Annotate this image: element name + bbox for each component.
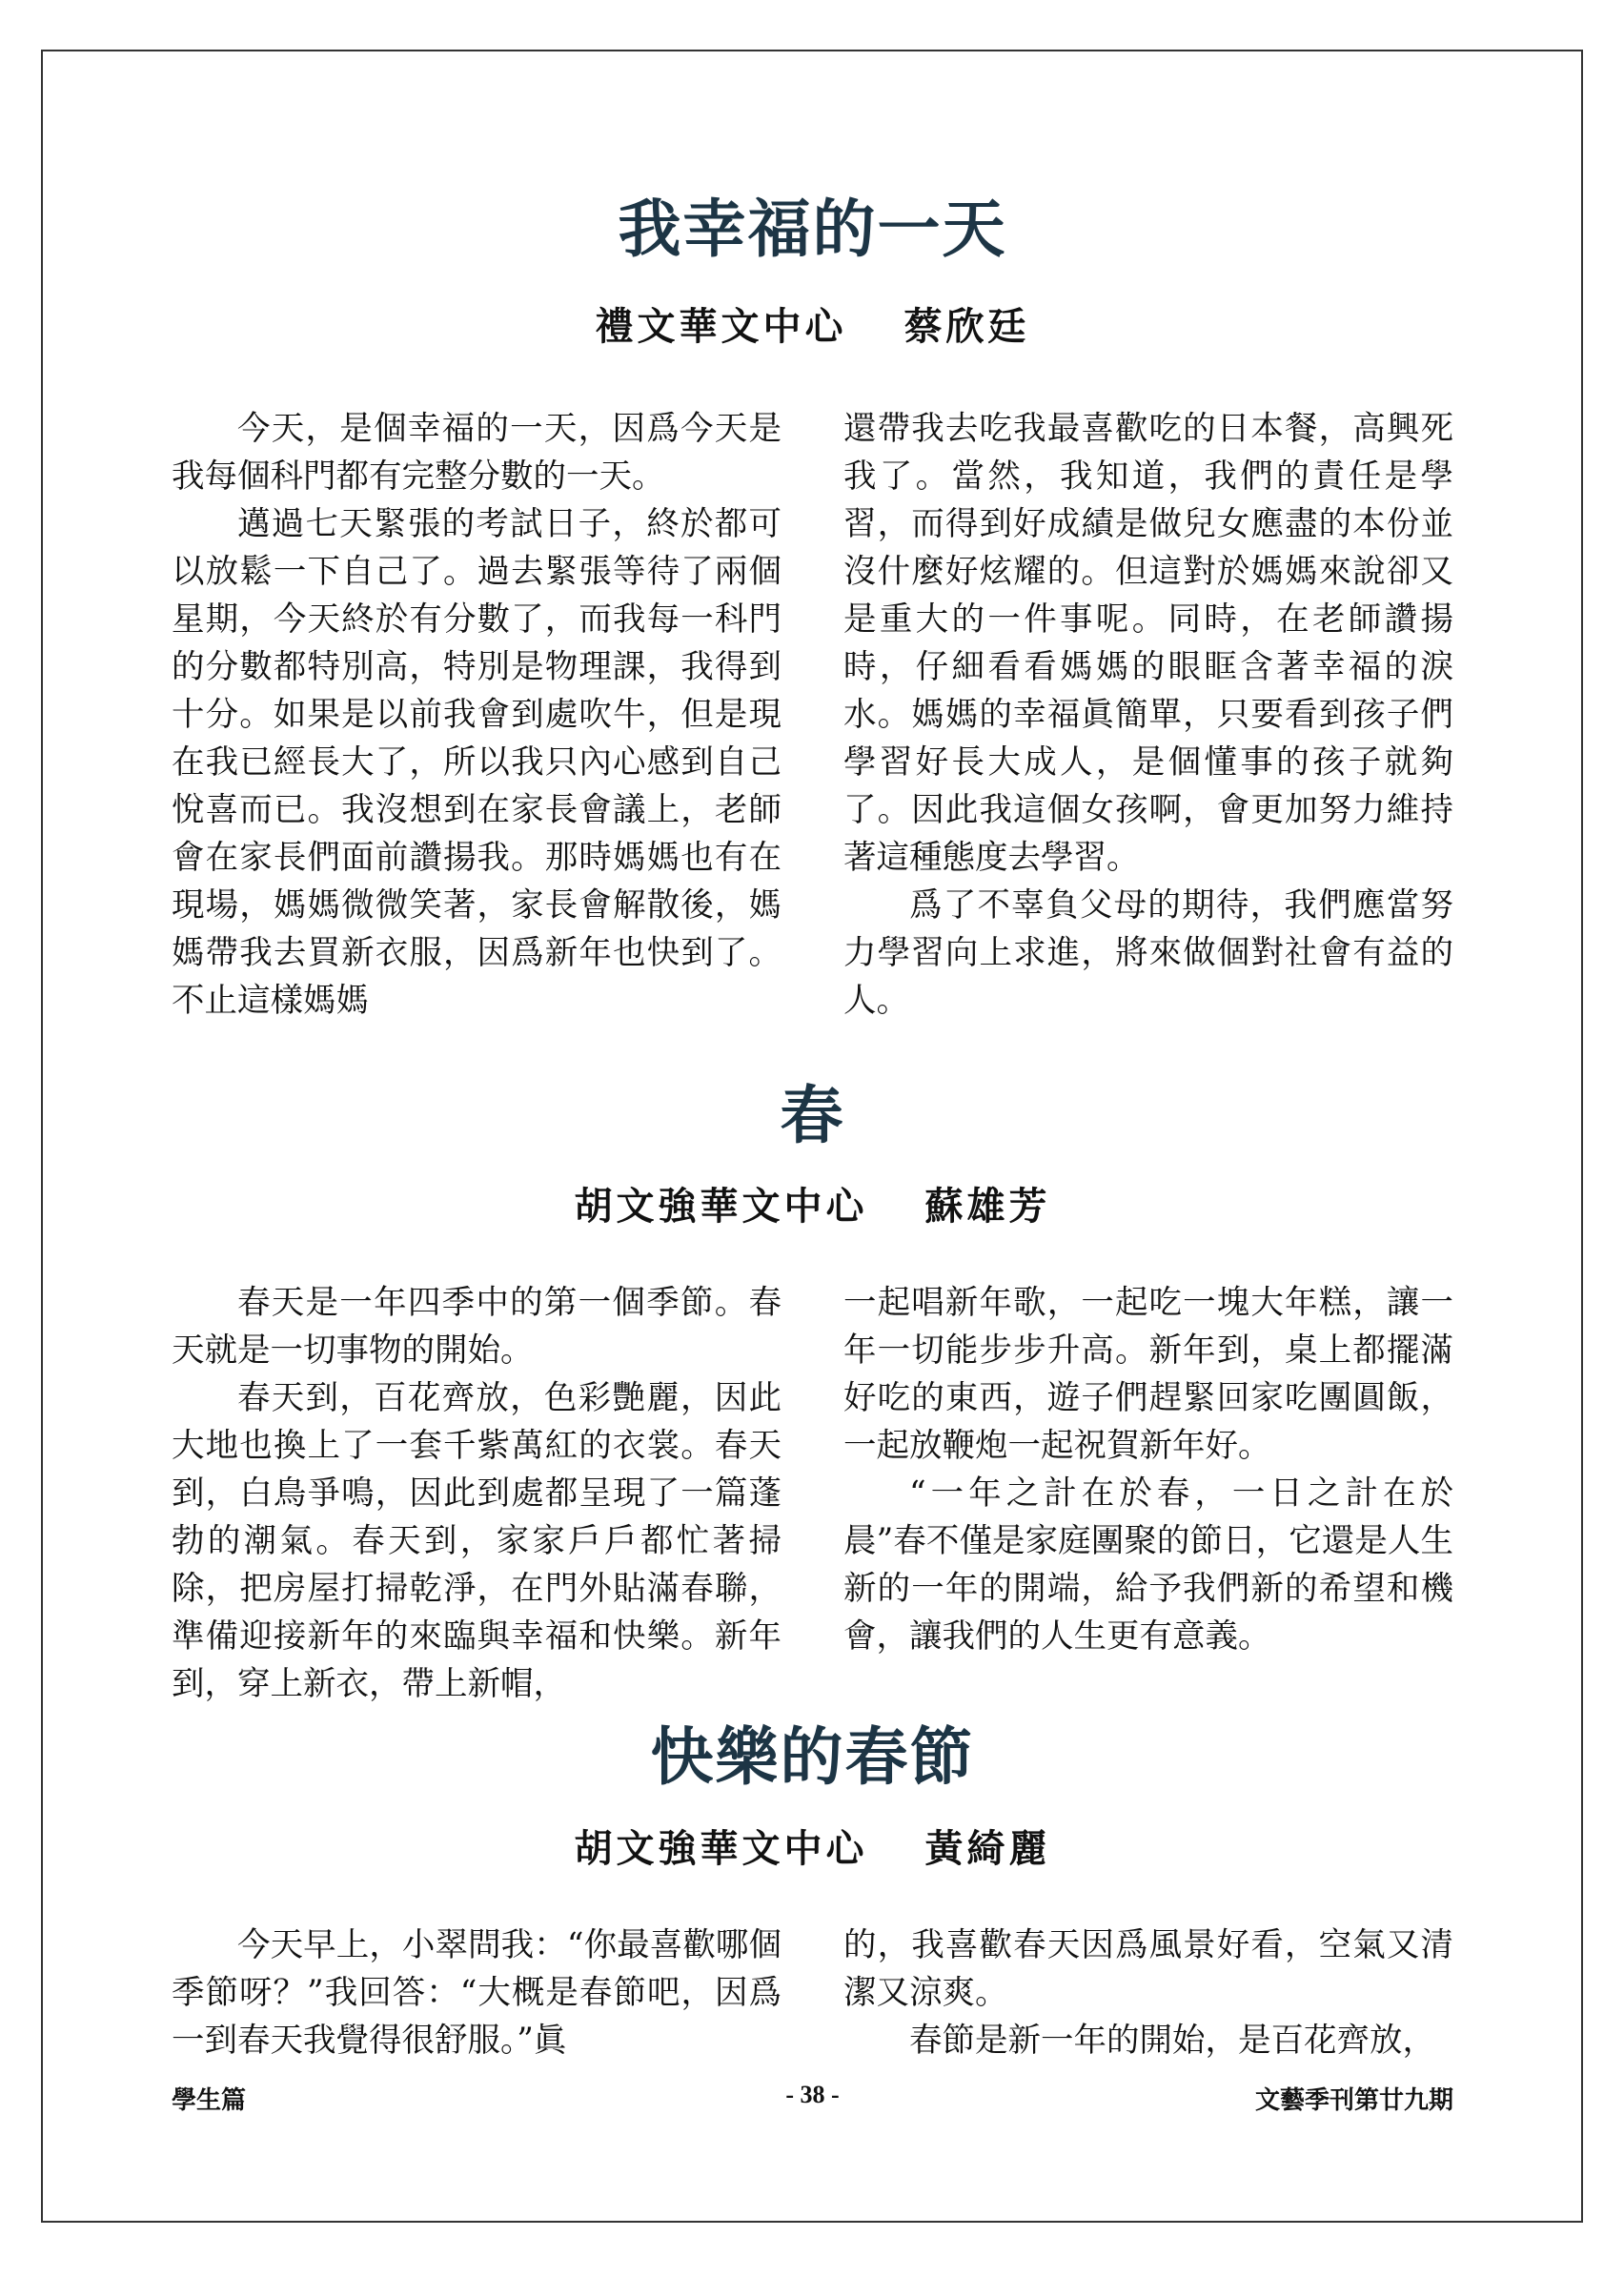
article-body: [172, 1279, 1453, 1708]
paragraph: 還帶我去吃我最喜歡吃的日本餐，高興死我了。當然，我知道，我們的責任是學習，而得到好成績是做兒女應盡的本份並沒什麼好炫耀的。但這對於媽媽來說卻又是重大的一件事呢。同時，在老師讚揚時，仔細看看媽媽的眼眶含著幸福的淚水。媽媽的幸福眞簡單，只要看到孩子們學習好長大成人，是個懂事的孩子就夠了。因此我這個女孩啊，會更加努力維持著這種態度去學習。: [843, 410, 1453, 877]
paragraph: 爲了不辜負父母的期待，我們應當努力學習向上求進，將來做個對社會有益的人。: [843, 886, 1453, 1020]
article-1: [172, 192, 1453, 1025]
article-title: 春: [780, 1078, 845, 1152]
article-byline: [172, 1184, 1453, 1229]
article-2: [172, 1078, 1453, 1708]
right-column: [843, 1279, 1453, 1708]
author-name: 蔡欣廷: [903, 304, 1030, 349]
article-body: [172, 405, 1453, 1025]
article-title: 快樂的春節: [650, 1719, 975, 1794]
paragraph: 一起唱新年歌，一起吃一塊大年糕，讓一年一切能步步升高。新年到，桌上都擺滿好吃的東西，遊子們趕緊回家吃團圓飯，一起放鞭炮一起祝賀新年好。: [843, 1284, 1453, 1465]
article-3: [172, 1719, 1453, 2064]
paragraph: 今天，是個幸福的一天，因爲今天是我每個科門都有完整分數的一天。: [172, 410, 782, 496]
paragraph: 春節是新一年的開始，是百花齊放，: [909, 2022, 1435, 2060]
paragraph: 春天是一年四季中的第一個季節。春天就是一切事物的開始。: [172, 1284, 782, 1370]
author-school: 禮文華文中心: [595, 304, 847, 349]
paragraph: 的，我喜歡春天因爲風景好看，空氣又清潔又涼爽。: [843, 1926, 1453, 2012]
paragraph: 今天早上，小翠問我：“你最喜歡哪個季節呀？”我回答：“大概是春節吧，因爲一到春天我覺得很舒服。”眞: [172, 1926, 782, 2060]
author-school: 胡文強華文中心: [574, 1826, 868, 1871]
paragraph: “一年之計在於春，一日之計在於晨”春不僅是家庭團聚的節日，它還是人生新的一年的開端，給予我們新的希望和機會，讓我們的人生更有意義。: [843, 1474, 1453, 1656]
left-column: [172, 1921, 782, 2064]
article-byline: [172, 304, 1453, 349]
footer-publication: 文藝季刊第廿九期: [1254, 2086, 1453, 2115]
author-name: 黃綺麗: [924, 1826, 1051, 1871]
left-column: [172, 1279, 782, 1708]
paragraph: 春天到，百花齊放，色彩艷麗，因此大地也換上了一套千紫萬紅的衣裳。春天到，白鳥爭鳴，因此到處都呈現了一篇蓬勃的潮氣。春天到，家家戶戶都忙著掃除，把房屋打掃乾淨，在門外貼滿春聯，準備迎接新年的來臨與幸福和快樂。新年到，穿上新衣，帶上新帽，: [172, 1379, 782, 1703]
article-title: 我幸福的一天: [618, 192, 1007, 266]
author-school: 胡文強華文中心: [574, 1184, 868, 1229]
right-column: [843, 405, 1453, 1025]
author-name: 蘇雄芳: [924, 1184, 1051, 1229]
page-footer: [172, 2081, 1453, 2119]
right-column: [843, 1921, 1453, 2064]
paragraph: 邁過七天緊張的考試日子，終於都可以放鬆一下自己了。過去緊張等待了兩個星期，今天終於有分數了，而我每一科門的分數都特別高，特別是物理課，我得到十分。如果是以前我會到處吹牛，但是現在我已經長大了，所以我只內心感到自己悅喜而已。我沒想到在家長會議上，老師會在家長們面前讚揚我。那時媽媽也有在現場，媽媽微微笑著，家長會解散後，媽媽帶我去買新衣服，因爲新年也快到了。不止這樣媽媽: [172, 505, 782, 1020]
footer-section-label: 學生篇: [172, 2086, 247, 2115]
article-byline: [172, 1826, 1453, 1871]
article-body: [172, 1921, 1453, 2064]
page-number: - 38 -: [785, 2081, 840, 2108]
left-column: [172, 405, 782, 1025]
